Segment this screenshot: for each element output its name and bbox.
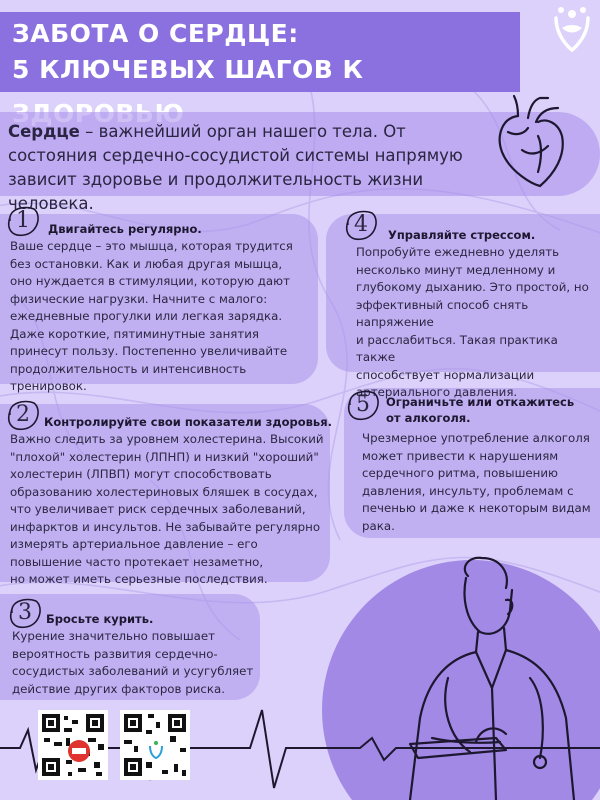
step-5-heading: Ограничьте или откажитесь от алкоголя.: [386, 395, 575, 425]
step-3-text: Курение значительно повышает вероятность развития сердечно- сосудистых заболеваний и усугубляет действие других факторов риска.: [12, 629, 254, 696]
step-5-number: 5: [348, 390, 378, 420]
qr-code-right[interactable]: [120, 710, 190, 780]
step-4-text: Попробуйте ежедневно уделять несколько минут медленному и глубокому дыханию. Это простой, но эффективный способ снять напряжение и расслабиться. Такая практика также способствует нормализации артериального давления.: [356, 245, 589, 399]
step-1-number: 1: [8, 206, 38, 236]
title-line-1: ЗАБОТА О СЕРДЦЕ:: [0, 12, 520, 56]
step-3-heading: Бросьте курить.: [46, 612, 154, 626]
heart-icon: [488, 92, 570, 188]
step-1-heading: Двигайтесь регулярно.: [48, 222, 202, 236]
step-1-text: Ваше сердце – это мышца, которая трудится без остановки. Как и любая другая мышца, оно нуждается в стимуляции, которую дают физические нагрузки. Начните с малого: ежедневные прогулки или легкая зарядка. Даже короткие, пятиминутные занятия принесут пользу. Постепенно увеличивайте продолжительность и интенсивность тренировок.: [10, 239, 293, 393]
intro-bold: Сердце: [8, 122, 80, 141]
step-5-text: Чрезмерное употребление алкоголя может привести к нарушениям сердечного ритма, повышению давления, инсульту, проблемам с печенью и даже к некоторым видам рака.: [362, 431, 591, 533]
step-4-heading: Управляйте стрессом.: [388, 228, 536, 242]
brand-logo-icon: [548, 4, 596, 54]
qr-code-left[interactable]: [38, 710, 108, 780]
step-2-number: 2: [8, 400, 38, 430]
step-4-number: 4: [346, 210, 376, 240]
step-3-number: 3: [10, 598, 40, 628]
title-line-2: 5 КЛЮЧЕВЫХ ШАГОВ К: [0, 48, 520, 92]
step-2-heading: Контролируйте свои показатели здоровья.: [44, 415, 332, 429]
step-2-text: Важно следить за уровнем холестерина. Высокий "плохой" холестерин (ЛПНП) и низкий "хороший" холестерин (ЛПВП) могут способствовать образованию холестериновых бляшек в сосудах, что увеличивает риск сердечных заболеваний, инфарктов и инсультов. Не забывайте регулярно измерять артериальное давление – его повышение часто протекает незаметно, но может иметь серьезные последствия.: [10, 432, 324, 586]
intro-text: – важнейший орган нашего тела. От состояния сердечно-сосудистой системы напрямую зависит здоровье и продолжительность жизни человека.: [8, 122, 463, 213]
